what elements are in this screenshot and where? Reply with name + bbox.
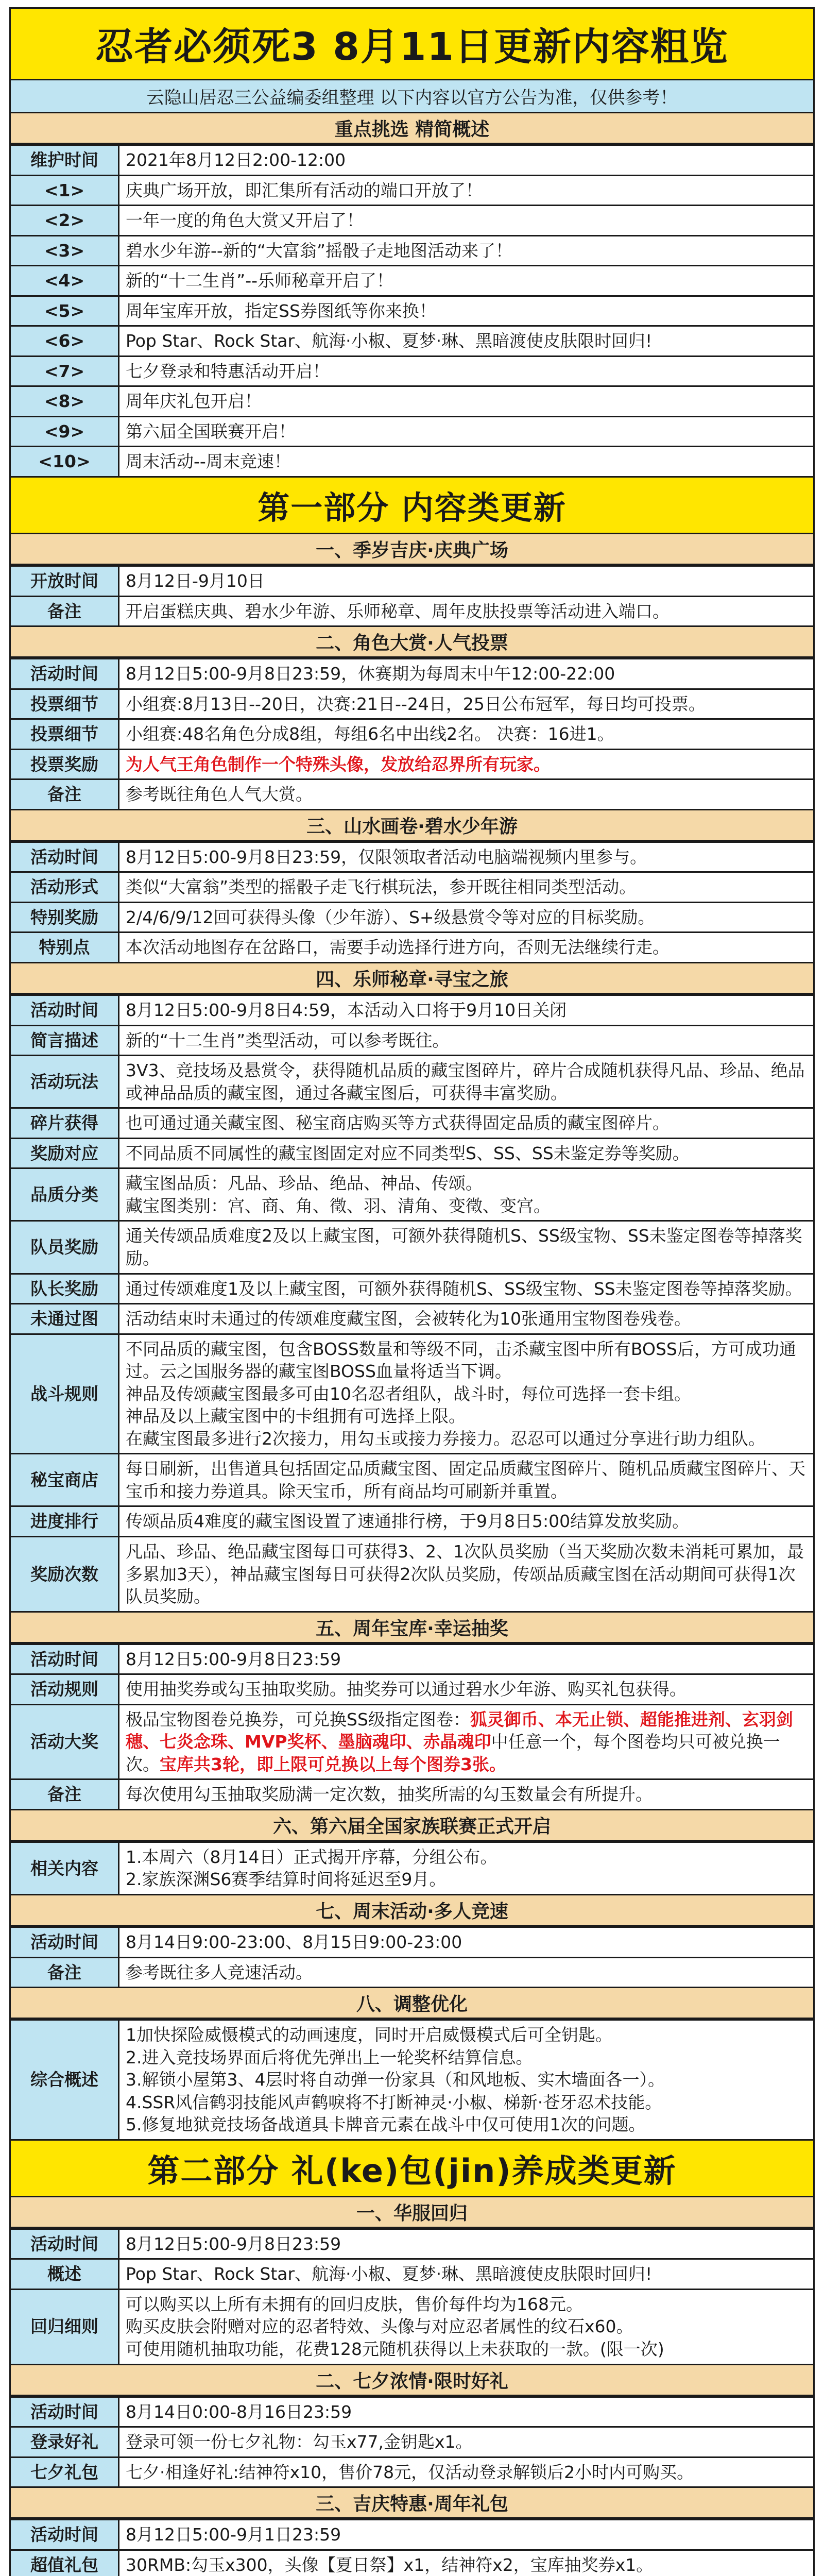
row-label: 活动时间 bbox=[10, 1644, 119, 1674]
part2-head: 第二部分 礼(ke)包(jin)养成类更新 bbox=[9, 2141, 815, 2197]
row-text: 凡品、珍品、绝品藏宝图每日可获得3、2、1次队员奖励（当天奖励次数未消耗可累加，最多累加3天），神品藏宝图每日可获得2次队员奖励，传颂品质藏宝图在活动期间可获得1次队员奖励。 bbox=[119, 1536, 814, 1612]
row-label: 特别点 bbox=[10, 933, 119, 963]
p1-s3-head: 三、山水画卷·碧水少年游 bbox=[9, 810, 815, 841]
row-label: 回归细则 bbox=[10, 2289, 119, 2364]
row-label: 投票细节 bbox=[10, 719, 119, 750]
p1-s7-table bbox=[9, 1926, 815, 1988]
table-row bbox=[10, 2520, 814, 2550]
p1-s4-table bbox=[9, 994, 815, 1613]
row-label: 简言描述 bbox=[10, 1025, 119, 1056]
row-label: 活动时间 bbox=[10, 1927, 119, 1957]
row-text: 8月12日5:00-9月8日23:59，仅限领取者活动电脑端视频内里参与。 bbox=[119, 842, 814, 872]
row-label: 备注 bbox=[10, 596, 119, 626]
table-row bbox=[10, 1108, 814, 1139]
grand-prize-a: 极品宝物图卷兑换券，可兑换SS级指定图卷： bbox=[126, 1709, 470, 1730]
row-label: 综合概述 bbox=[10, 2020, 119, 2140]
row-label: 超值礼包 bbox=[10, 2550, 119, 2576]
row-label: 维护时间 bbox=[10, 145, 119, 176]
table-row bbox=[10, 779, 814, 810]
row-text: 一年一度的角色大赏又开启了！ bbox=[119, 206, 814, 236]
row-label: 奖励对应 bbox=[10, 1138, 119, 1168]
table-row bbox=[10, 933, 814, 963]
row-label: 战斗规则 bbox=[10, 1334, 119, 1454]
table-row bbox=[10, 206, 814, 236]
p1-s5-head: 五、周年宝库·幸运抽奖 bbox=[9, 1613, 815, 1643]
row-text: Pop Star、Rock Star、航海·小椒、夏梦·琳、黑暗渡使皮肤限时回归! bbox=[119, 2259, 814, 2290]
row-label: 备注 bbox=[10, 1780, 119, 1810]
row-text: 为人气王角色制作一个特殊头像，发放给忍界所有玩家。 bbox=[119, 749, 814, 779]
table-row bbox=[10, 1842, 814, 1894]
row-text: 不同品质的藏宝图，包含BOSS数量和等级不同，击杀藏宝图中所有BOSS后，方可成功通过。云之国服务器的藏宝图BOSS血量将适当下调。 神品及传颂藏宝图最多可由10名忍者组队，战斗时，每位可选择一套卡组。 神品及以上藏宝图中的卡组拥有可选择上限。 在藏宝图最多进行2次接力，用勾玉或接力券接力。忍忍可以通过分享进行助力组队。 bbox=[119, 1334, 814, 1454]
row-label: 备注 bbox=[10, 779, 119, 810]
row-text: 通关传颂品质难度2及以上藏宝图，可额外获得随机S、SS级宝物、SS未鉴定图卷等掉落奖励。 bbox=[119, 1221, 814, 1274]
table-row bbox=[10, 1927, 814, 1957]
table-row bbox=[10, 386, 814, 417]
row-text: 8月12日5:00-9月8日23:59，休赛期为每周末中午12:00-22:00 bbox=[119, 659, 814, 689]
row-text: 1加快探险威慑模式的动画速度，同时开启威慑模式后可全钥匙。 2.进入竞技场界面后将优先弹出上一轮奖杯结算信息。 3.解锁小屋第3、4层时将自动弹一份家具（和风地板、实木墙面各一）。 4.SSR风信鹤羽技能风声鹤唳将不打断神灵·小椒、梯新·苍牙忍术技能。 5.修复地狱竞技场备战道具卡牌音元素在战斗中仅可使用1次的问题。 bbox=[119, 2020, 814, 2140]
table-row bbox=[10, 1274, 814, 1304]
row-label: 活动时间 bbox=[10, 2520, 119, 2550]
row-label: <5> bbox=[10, 296, 119, 326]
grand-prize-items: 狐灵御币、本无止锁、超能推进剂、玄羽剑穗、七炎念珠、MVP奖杯、墨脑魂印、赤晶魂印 bbox=[126, 1709, 793, 1752]
table-row bbox=[10, 2397, 814, 2427]
row-text: 新的“十二生肖”类型活动，可以参考既往。 bbox=[119, 1025, 814, 1056]
row-label: 活动时间 bbox=[10, 2397, 119, 2427]
p1-s1-table bbox=[9, 565, 815, 627]
row-text: 新的“十二生肖”--乐师秘章开启了！ bbox=[119, 266, 814, 296]
overview-table bbox=[9, 144, 815, 478]
row-label: 队员奖励 bbox=[10, 1221, 119, 1274]
row-label: <7> bbox=[10, 356, 119, 386]
row-label: 七夕礼包 bbox=[10, 2457, 119, 2487]
p1-s8-table bbox=[9, 2019, 815, 2141]
table-row bbox=[10, 2550, 814, 2576]
row-text: 登录可领一份七夕礼物：勾玉x77,金钥匙x1。 bbox=[119, 2427, 814, 2458]
row-text: 通过传颂难度1及以上藏宝图，可额外获得随机S、SS级宝物、SS未鉴定图卷等掉落奖励。 bbox=[119, 1274, 814, 1304]
table-row bbox=[10, 1056, 814, 1108]
row-text: 参考既往角色人气大赏。 bbox=[119, 779, 814, 810]
table-row bbox=[10, 1644, 814, 1674]
grand-prize-b: 中任意一个，每个图卷均只可被兑换一次。 bbox=[126, 1732, 780, 1774]
row-text: 不同品质不同属性的藏宝图固定对应不同类型S、SS、SS未鉴定券等奖励。 bbox=[119, 1138, 814, 1168]
table-row bbox=[10, 1957, 814, 1988]
row-text: 本次活动地图存在岔路口，需要手动选择行进方向，否则无法继续行走。 bbox=[119, 933, 814, 963]
table-row bbox=[10, 1454, 814, 1506]
grand-prize-text bbox=[119, 1704, 814, 1780]
overview-head: 重点挑选 精简概述 bbox=[9, 113, 815, 144]
p2-s1-table bbox=[9, 2228, 815, 2365]
row-text: 8月12日5:00-9月1日23:59 bbox=[119, 2520, 814, 2550]
row-label: <3> bbox=[10, 235, 119, 266]
row-label: <4> bbox=[10, 266, 119, 296]
row-text: 1.本周六（8月14日）正式揭开序幕，分组公布。 2.家族深渊S6赛季结算时间将延迟至9月。 bbox=[119, 1842, 814, 1894]
row-label: 活动时间 bbox=[10, 995, 119, 1026]
p1-s6-table bbox=[9, 1841, 815, 1895]
row-label: 相关内容 bbox=[10, 1842, 119, 1894]
table-row bbox=[10, 1025, 814, 1056]
row-text: Pop Star、Rock Star、航海·小椒、夏梦·琳、黑暗渡使皮肤限时回归! bbox=[119, 326, 814, 357]
row-text: 庆典广场开放，即汇集所有活动的端口开放了！ bbox=[119, 175, 814, 206]
p2-s3-head: 三、吉庆特惠·周年礼包 bbox=[9, 2488, 815, 2519]
p1-s4-head: 四、乐师秘章·寻宝之旅 bbox=[9, 963, 815, 994]
page-subtitle: 云隐山居忍三公益编委组整理 以下内容以官方公告为准，仅供参考！ bbox=[9, 80, 815, 113]
row-text: 8月12日5:00-9月8日23:59 bbox=[119, 2229, 814, 2259]
table-row bbox=[10, 1304, 814, 1334]
table-row bbox=[10, 719, 814, 750]
row-label: 未通过图 bbox=[10, 1304, 119, 1334]
p2-s3-table bbox=[9, 2519, 815, 2576]
table-row bbox=[10, 2289, 814, 2364]
row-label: 秘宝商店 bbox=[10, 1454, 119, 1506]
row-text: 每次使用勾玉抽取奖励满一定次数，抽奖所需的勾玉数量会有所提升。 bbox=[119, 1780, 814, 1810]
page-title: 忍者必须死3 8月11日更新内容粗览 bbox=[9, 7, 815, 80]
table-row bbox=[10, 596, 814, 626]
row-text: 可以购买以上所有未拥有的回归皮肤，售价每件均为168元。 购买皮肤会附赠对应的忍者特效、头像与对应忍者属性的纹石x60。 可使用随机抽取功能，花费128元随机获得以上未获取的一款。(限一次) bbox=[119, 2289, 814, 2364]
p1-s2-table bbox=[9, 658, 815, 810]
p2-s2-head: 二、七夕浓情·限时好礼 bbox=[9, 2365, 815, 2396]
table-row bbox=[10, 235, 814, 266]
row-label: 进度排行 bbox=[10, 1506, 119, 1537]
row-label: 活动时间 bbox=[10, 659, 119, 689]
p1-s3-table bbox=[9, 841, 815, 963]
row-label: 投票奖励 bbox=[10, 749, 119, 779]
table-row bbox=[10, 2229, 814, 2259]
p1-s2-head: 二、角色大赏·人气投票 bbox=[9, 627, 815, 658]
table-row bbox=[10, 1536, 814, 1612]
table-row bbox=[10, 2457, 814, 2487]
row-text: 七夕登录和特惠活动开启！ bbox=[119, 356, 814, 386]
row-text: 8月12日5:00-9月8日4:59，本活动入口将于9月10日关闭 bbox=[119, 995, 814, 1026]
row-text: 类似“大富翁”类型的摇骰子走飞行棋玩法，参开既往相同类型活动。 bbox=[119, 872, 814, 903]
table-row bbox=[10, 1138, 814, 1168]
row-text: 2/4/6/9/12回可获得头像（少年游）、S+级悬赏令等对应的目标奖励。 bbox=[119, 902, 814, 933]
row-text: 参考既往多人竞速活动。 bbox=[119, 1957, 814, 1988]
row-label: 队长奖励 bbox=[10, 1274, 119, 1304]
p2-s2-table bbox=[9, 2396, 815, 2488]
row-text: 小组赛:48名角色分成8组，每组6名中出线2名。 决赛：16进1。 bbox=[119, 719, 814, 750]
table-row bbox=[10, 995, 814, 1026]
row-label: 概述 bbox=[10, 2259, 119, 2290]
page bbox=[9, 7, 815, 2576]
table-row bbox=[10, 326, 814, 357]
table-row bbox=[10, 902, 814, 933]
table-row bbox=[10, 2259, 814, 2290]
table-row bbox=[10, 175, 814, 206]
row-label: <10> bbox=[10, 447, 119, 477]
table-row bbox=[10, 1674, 814, 1705]
row-text: 小组赛:8月13日--20日，决赛:21日--24日，25日公布冠军，每日均可投票。 bbox=[119, 689, 814, 719]
table-row bbox=[10, 1168, 814, 1221]
p1-s5-table bbox=[9, 1643, 815, 1810]
row-text: 2021年8月12日2:00-12:00 bbox=[119, 145, 814, 176]
table-row bbox=[10, 1780, 814, 1810]
row-label: 活动规则 bbox=[10, 1674, 119, 1705]
p1-s1-head: 一、季岁吉庆·庆典广场 bbox=[9, 534, 815, 565]
row-text: 8月14日9:00-23:00、8月15日9:00-23:00 bbox=[119, 1927, 814, 1957]
row-text: 七夕·相逢好礼:结神符x10，售价78元，仅活动登录解锁后2小时内可购买。 bbox=[119, 2457, 814, 2487]
row-text: 周末活动--周末竞速！ bbox=[119, 447, 814, 477]
table-row bbox=[10, 447, 814, 477]
row-label: 活动时间 bbox=[10, 842, 119, 872]
p1-s7-head: 七、周末活动·多人竞速 bbox=[9, 1895, 815, 1926]
row-label: <2> bbox=[10, 206, 119, 236]
row-text: 每日刷新，出售道具包括固定品质藏宝图、固定品质藏宝图碎片、随机品质藏宝图碎片、天宝币和接力券道具。除天宝币，所有商品均可刷新并重置。 bbox=[119, 1454, 814, 1506]
row-label: 活动大奖 bbox=[10, 1704, 119, 1780]
p2-s1-head: 一、华服回归 bbox=[9, 2197, 815, 2228]
row-label: 活动玩法 bbox=[10, 1056, 119, 1108]
table-row bbox=[10, 266, 814, 296]
table-row bbox=[10, 872, 814, 903]
table-row bbox=[10, 689, 814, 719]
row-text: 8月12日-9月10日 bbox=[119, 566, 814, 597]
row-text: 30RMB:勾玉x300，头像【夏日祭】x1，结神符x2，宝库抽奖券x1。 bbox=[119, 2550, 814, 2576]
p1-s6-head: 六、第六届全国家族联赛正式开启 bbox=[9, 1810, 815, 1841]
row-text: 周年庆礼包开启！ bbox=[119, 386, 814, 417]
table-row bbox=[10, 145, 814, 176]
row-label: 登录好礼 bbox=[10, 2427, 119, 2458]
table-row bbox=[10, 2427, 814, 2458]
table-row bbox=[10, 659, 814, 689]
row-text: 8月14日0:00-8月16日23:59 bbox=[119, 2397, 814, 2427]
row-label: 投票细节 bbox=[10, 689, 119, 719]
row-text: 藏宝图品质：凡品、珍品、绝品、神品、传颂。 藏宝图类别：宫、商、角、徵、羽、清角、变徵、变宫。 bbox=[119, 1168, 814, 1221]
row-text: 使用抽奖券或勾玉抽取奖励。抽奖券可以通过碧水少年游、购买礼包获得。 bbox=[119, 1674, 814, 1705]
table-row bbox=[10, 356, 814, 386]
row-text: 8月12日5:00-9月8日23:59 bbox=[119, 1644, 814, 1674]
row-label: 品质分类 bbox=[10, 1168, 119, 1221]
row-label: <9> bbox=[10, 416, 119, 447]
row-text: 碧水少年游--新的“大富翁”摇骰子走地图活动来了！ bbox=[119, 235, 814, 266]
row-label: 备注 bbox=[10, 1957, 119, 1988]
table-row bbox=[10, 1506, 814, 1537]
row-text: 也可通过通关藏宝图、秘宝商店购买等方式获得固定品质的藏宝图碎片。 bbox=[119, 1108, 814, 1139]
table-row bbox=[10, 566, 814, 597]
row-label: 活动形式 bbox=[10, 872, 119, 903]
row-text: 传颂品质4难度的藏宝图设置了速通排行榜，于9月8日5:00结算发放奖励。 bbox=[119, 1506, 814, 1537]
p1-s8-head: 八、调整优化 bbox=[9, 1988, 815, 2019]
table-row bbox=[10, 2020, 814, 2140]
row-label: <1> bbox=[10, 175, 119, 206]
row-label: 开放时间 bbox=[10, 566, 119, 597]
row-text: 周年宝库开放，指定SS券图纸等你来换！ bbox=[119, 296, 814, 326]
part1-head: 第一部分 内容类更新 bbox=[9, 478, 815, 534]
table-row bbox=[10, 416, 814, 447]
row-text: 开启蛋糕庆典、碧水少年游、乐师秘章、周年皮肤投票等活动进入端口。 bbox=[119, 596, 814, 626]
table-row bbox=[10, 842, 814, 872]
row-text: 3V3、竞技场及悬赏令，获得随机品质的藏宝图碎片，碎片合成随机获得凡品、珍品、绝品或神品品质的藏宝图，通过各藏宝图后，可获得丰富奖励。 bbox=[119, 1056, 814, 1108]
row-text: 活动结束时未通过的传颂难度藏宝图，会被转化为10张通用宝物图卷残卷。 bbox=[119, 1304, 814, 1334]
row-label: 活动时间 bbox=[10, 2229, 119, 2259]
row-label: 碎片获得 bbox=[10, 1108, 119, 1139]
table-row bbox=[10, 1334, 814, 1454]
grand-prize-limit: 宝库共3轮，即上限可兑换以上每个图券3张。 bbox=[160, 1754, 506, 1774]
row-label: <8> bbox=[10, 386, 119, 417]
row-text: 第六届全国联赛开启！ bbox=[119, 416, 814, 447]
table-row bbox=[10, 749, 814, 779]
table-row bbox=[10, 1221, 814, 1274]
row-label: 特别奖励 bbox=[10, 902, 119, 933]
row-label: 奖励次数 bbox=[10, 1536, 119, 1612]
table-row bbox=[10, 1704, 814, 1780]
table-row bbox=[10, 296, 814, 326]
row-label: <6> bbox=[10, 326, 119, 357]
